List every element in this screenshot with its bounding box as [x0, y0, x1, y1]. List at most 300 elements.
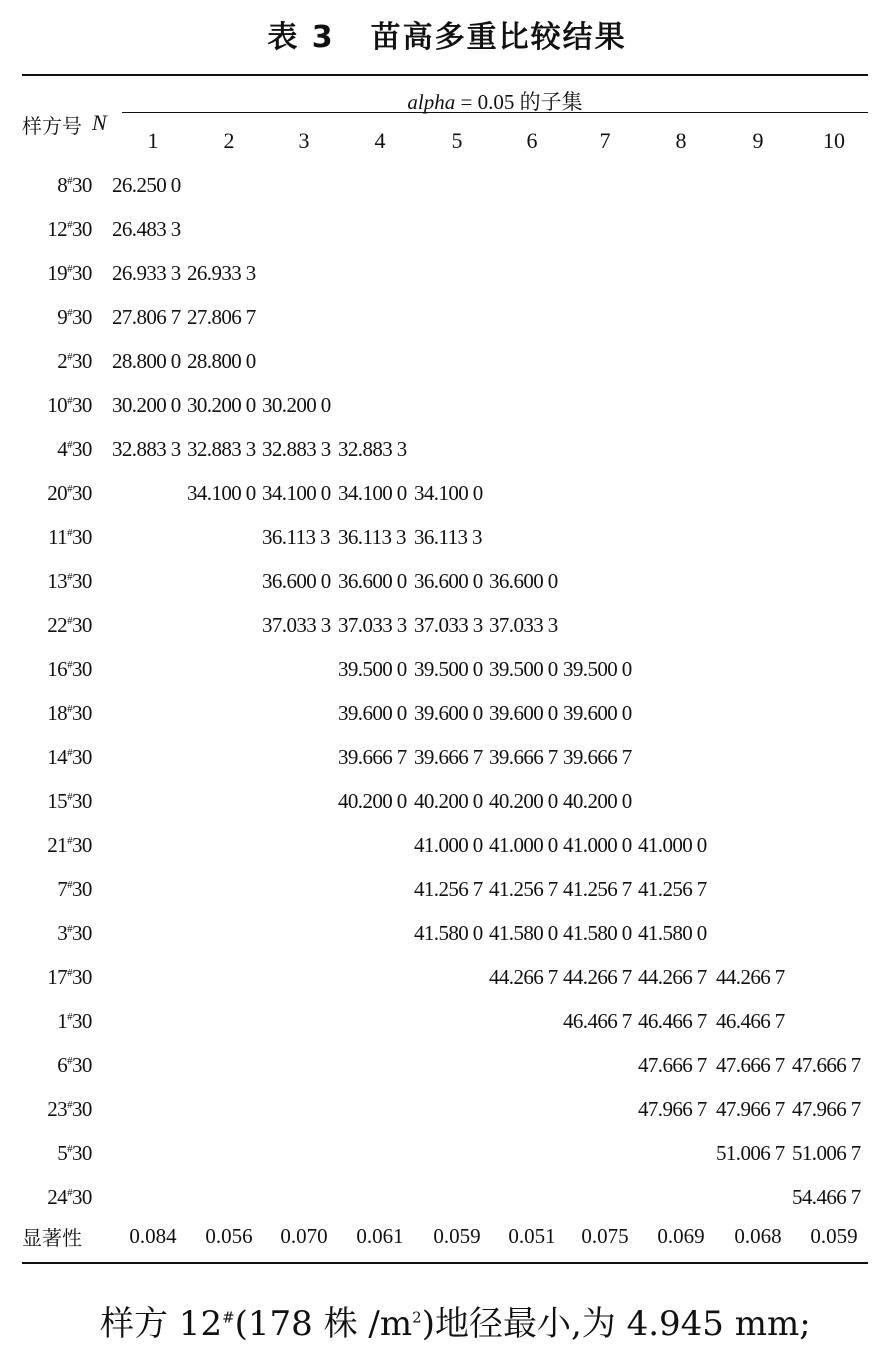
sample-sup: #: [67, 306, 72, 319]
subset-value: [112, 999, 187, 1043]
subset-value: [262, 867, 338, 911]
subset-value: [716, 559, 792, 603]
subset-value: 39.666 7: [563, 744, 632, 769]
subset-value: 41.000 0: [563, 832, 632, 857]
subset-value: [638, 1175, 716, 1219]
subset-value: [262, 911, 338, 955]
sample-id: [22, 383, 72, 427]
table-title: [0, 12, 894, 56]
subset-value: [187, 559, 262, 603]
subset-value: [338, 1175, 414, 1219]
table-row: [22, 251, 863, 295]
sample-id: [22, 207, 72, 251]
subset-value: [187, 515, 262, 559]
sample-sup: #: [67, 922, 72, 935]
subset-value: 36.113 3: [338, 524, 406, 549]
subset-value: [489, 1087, 563, 1131]
sample-id: [22, 251, 72, 295]
subset-value: [187, 823, 262, 867]
subset-value: [716, 867, 792, 911]
subset-value: 41.000 0: [638, 832, 707, 857]
subset-value: 27.806 7: [112, 304, 181, 329]
subset-value: [792, 383, 863, 427]
subset-value: [563, 471, 638, 515]
subset-value: [112, 823, 187, 867]
subset-value: [187, 999, 262, 1043]
subset-value: [338, 1087, 414, 1131]
subset-value: [414, 251, 489, 295]
subset-value: [414, 1043, 489, 1087]
subset-value: [792, 647, 863, 691]
significance-value: 0.068: [734, 1224, 782, 1248]
sample-sup: #: [67, 1142, 72, 1155]
sample-number: 15: [47, 788, 68, 813]
subset-value: [338, 823, 414, 867]
subset-value: [187, 1131, 262, 1175]
sample-number: 12: [47, 216, 68, 241]
sample-sup: #: [67, 570, 72, 583]
subset-value: [716, 911, 792, 955]
sample-sup: #: [67, 174, 72, 187]
subset-value: [716, 383, 792, 427]
sample-number: 21: [47, 832, 68, 857]
subset-value: [489, 1131, 563, 1175]
n-value: 30: [72, 920, 92, 945]
subset-value: [792, 339, 863, 383]
subset-value: [112, 559, 187, 603]
table-row: [22, 735, 863, 779]
table-row: [22, 1087, 863, 1131]
subset-column-9: 9: [752, 128, 764, 153]
subset-column-2: 2: [223, 128, 235, 153]
subset-value: 40.200 0: [489, 788, 558, 813]
sample-number: 8: [57, 172, 68, 197]
body-text-sup2: 2: [412, 1308, 422, 1327]
sample-id: [22, 691, 72, 735]
subset-value: [716, 691, 792, 735]
subset-value: [638, 163, 716, 207]
sample-sup: #: [67, 1010, 72, 1023]
subset-value: [563, 1087, 638, 1131]
subset-value: [563, 251, 638, 295]
subset-value: 32.883 3: [112, 436, 181, 461]
sample-sup: #: [67, 262, 72, 275]
subset-value: [792, 735, 863, 779]
subset-value: [414, 163, 489, 207]
subset-value: 41.000 0: [414, 832, 483, 857]
sample-sup: #: [67, 614, 72, 627]
subset-value: 28.800 0: [187, 348, 256, 373]
subset-value: [112, 867, 187, 911]
sample-number: 7: [57, 876, 68, 901]
sample-id: [22, 647, 72, 691]
sample-number: 18: [47, 700, 68, 725]
table-row: [22, 999, 863, 1043]
subset-value: [792, 559, 863, 603]
subset-value: [262, 823, 338, 867]
subset-value: [338, 999, 414, 1043]
subset-value: [792, 427, 863, 471]
subset-value: [262, 1131, 338, 1175]
subset-value: [414, 383, 489, 427]
subset-value: 30.200 0: [187, 392, 256, 417]
subset-value: [792, 207, 863, 251]
sample-sup: #: [67, 1098, 72, 1111]
subset-value: 46.466 7: [716, 1008, 785, 1033]
subset-value: [792, 823, 863, 867]
subset-value: [262, 1087, 338, 1131]
sample-number: 14: [47, 744, 68, 769]
subset-value: [414, 1175, 489, 1219]
subset-value: [563, 207, 638, 251]
sample-id: [22, 471, 72, 515]
significance-value: 0.061: [356, 1224, 404, 1248]
subset-value: 36.113 3: [262, 524, 330, 549]
subset-value: [262, 691, 338, 735]
subset-value: [716, 823, 792, 867]
significance-value: 0.070: [280, 1224, 328, 1248]
subset-value: 36.600 0: [338, 568, 407, 593]
n-value: 30: [72, 392, 92, 417]
subset-value: 37.033 3: [414, 612, 483, 637]
subset-value: [489, 339, 563, 383]
n-value: 30: [72, 1140, 92, 1165]
n-value: 30: [72, 260, 92, 285]
subset-value: [563, 427, 638, 471]
subset-value: 36.600 0: [414, 568, 483, 593]
sample-sup: #: [67, 702, 72, 715]
subset-value: [638, 691, 716, 735]
subset-value: 40.200 0: [414, 788, 483, 813]
subset-value: [638, 735, 716, 779]
n-value: 30: [72, 348, 92, 373]
subset-value: [638, 779, 716, 823]
alpha-subset-text: = 0.05 的子集: [455, 90, 583, 114]
body-text-pre: 样方 12: [100, 1304, 223, 1344]
subset-value: [414, 999, 489, 1043]
subset-value: [489, 163, 563, 207]
sample-number: 9: [57, 304, 68, 329]
subset-value: [563, 559, 638, 603]
table-row: [22, 295, 863, 339]
subset-value: 34.100 0: [262, 480, 331, 505]
subset-value: 54.466 7: [792, 1184, 861, 1209]
sample-number: 1: [57, 1008, 68, 1033]
significance-value: 0.051: [508, 1224, 556, 1248]
significance-value: 0.084: [129, 1224, 177, 1248]
body-text-mid: (178 株 /m: [234, 1304, 413, 1344]
significance-label: 显著性: [22, 1226, 82, 1250]
subset-value: [112, 955, 187, 999]
subset-column-4: 4: [374, 128, 386, 153]
subset-value: [262, 999, 338, 1043]
subset-value: [563, 295, 638, 339]
subset-value: [489, 515, 563, 559]
subset-value: [338, 911, 414, 955]
subset-value: 39.500 0: [414, 656, 483, 681]
subset-value: 39.666 7: [489, 744, 558, 769]
subset-value: [112, 735, 187, 779]
sample-id: [22, 559, 72, 603]
subset-value: [187, 163, 262, 207]
subset-value: [112, 471, 187, 515]
subset-column-7: 7: [599, 128, 611, 153]
sample-number: 5: [57, 1140, 68, 1165]
subset-value: 39.500 0: [489, 656, 558, 681]
sample-sup: #: [67, 394, 72, 407]
significance-value: 0.059: [433, 1224, 481, 1248]
subset-value: [716, 295, 792, 339]
subset-value: [489, 207, 563, 251]
body-text-post: )地径最小,为 4.945 mm;: [421, 1304, 811, 1344]
subset-value: [489, 1175, 563, 1219]
body-text-sup: #: [222, 1308, 235, 1327]
alpha-symbol: alpha: [407, 90, 456, 114]
subset-value: [716, 251, 792, 295]
significance-value: 0.056: [205, 1224, 253, 1248]
sample-sup: #: [67, 438, 72, 451]
subset-value: [112, 515, 187, 559]
subset-value: [716, 339, 792, 383]
subset-value: [563, 603, 638, 647]
subset-value: 32.883 3: [262, 436, 331, 461]
sample-sup: #: [67, 790, 72, 803]
subset-value: [187, 735, 262, 779]
subset-value: 47.966 7: [638, 1096, 707, 1121]
subset-value: 34.100 0: [414, 480, 483, 505]
subset-value: 39.500 0: [338, 656, 407, 681]
subset-value: [414, 339, 489, 383]
subset-value: [563, 1175, 638, 1219]
subset-column-1: 1: [147, 128, 159, 153]
subset-value: [792, 163, 863, 207]
table-row: [22, 207, 863, 251]
subset-value: 30.200 0: [112, 392, 181, 417]
subset-value: [792, 999, 863, 1043]
subset-value: [489, 383, 563, 427]
subset-value: [792, 471, 863, 515]
sample-id: [22, 427, 72, 471]
subset-value: [638, 383, 716, 427]
table-row: [22, 515, 863, 559]
subset-column-3: 3: [298, 128, 310, 153]
subset-value: [716, 735, 792, 779]
subset-value: [716, 647, 792, 691]
subset-value: 47.966 7: [716, 1096, 785, 1121]
n-value: 30: [72, 964, 92, 989]
subset-value: [489, 427, 563, 471]
subset-value: [187, 867, 262, 911]
sample-number: 19: [47, 260, 68, 285]
sample-number: 16: [47, 656, 68, 681]
sample-id: [22, 515, 72, 559]
sample-id: [22, 603, 72, 647]
subset-value: [638, 647, 716, 691]
n-value: 30: [72, 304, 92, 329]
subset-column-10: 10: [823, 128, 845, 153]
table-row: [22, 955, 863, 999]
subset-value: 39.666 7: [338, 744, 407, 769]
sample-id: [22, 1043, 72, 1087]
subset-value: [792, 515, 863, 559]
subset-value: [187, 207, 262, 251]
subset-value: [112, 647, 187, 691]
subset-value: [716, 427, 792, 471]
subset-value: [638, 251, 716, 295]
sample-sup: #: [67, 1054, 72, 1067]
table-row: [22, 1175, 863, 1219]
subset-value: [338, 251, 414, 295]
subset-value: [414, 1087, 489, 1131]
subset-value: [338, 207, 414, 251]
body-text-line: [100, 1296, 811, 1345]
subset-value: 26.933 3: [187, 260, 256, 285]
subset-value: [716, 163, 792, 207]
subset-value: [716, 779, 792, 823]
sample-number: 24: [47, 1184, 68, 1209]
subset-value: [563, 163, 638, 207]
subset-value: [792, 955, 863, 999]
subset-value: 36.600 0: [262, 568, 331, 593]
sample-id: [22, 163, 72, 207]
bottom-rule: [22, 1262, 868, 1264]
table-row: [22, 163, 863, 207]
n-column-header: N: [92, 110, 107, 135]
n-value: 30: [72, 1096, 92, 1121]
table-row: [22, 383, 863, 427]
subset-value: 26.933 3: [112, 260, 181, 285]
subset-value: 46.466 7: [563, 1008, 632, 1033]
subset-value: [262, 207, 338, 251]
table-row: [22, 559, 863, 603]
n-value: 30: [72, 700, 92, 725]
subset-value: 47.666 7: [638, 1052, 707, 1077]
subset-value: [338, 1043, 414, 1087]
subset-value: 41.256 7: [414, 876, 483, 901]
subset-value: [112, 1043, 187, 1087]
subset-column-5: 5: [451, 128, 463, 153]
subset-value: [489, 999, 563, 1043]
subset-value: [338, 295, 414, 339]
subset-value: [489, 251, 563, 295]
n-value: 30: [72, 436, 92, 461]
subset-value: 26.483 3: [112, 216, 181, 241]
table-row: [22, 1131, 863, 1175]
subset-value: [638, 515, 716, 559]
subset-value: [638, 471, 716, 515]
subset-value: [563, 383, 638, 427]
subset-value: 39.500 0: [563, 656, 632, 681]
subset-value: [187, 911, 262, 955]
sample-id: [22, 867, 72, 911]
subset-value: 41.256 7: [563, 876, 632, 901]
alpha-subset-header: [122, 86, 868, 116]
sample-id: [22, 823, 72, 867]
subset-value: [187, 1175, 262, 1219]
subset-value: [112, 1131, 187, 1175]
sample-id: [22, 911, 72, 955]
sample-sup: #: [67, 1186, 72, 1199]
sample-sup: #: [67, 746, 72, 759]
subset-value: 39.600 0: [563, 700, 632, 725]
sample-id: [22, 779, 72, 823]
subset-value: 39.666 7: [414, 744, 483, 769]
subset-value: 44.266 7: [489, 964, 558, 989]
subset-value: 41.580 0: [563, 920, 632, 945]
sample-sup: #: [67, 218, 72, 231]
subset-value: 39.600 0: [489, 700, 558, 725]
sample-number: 4: [57, 436, 68, 461]
sample-sup: #: [67, 350, 72, 363]
sample-sup: #: [67, 658, 72, 671]
table-row: [22, 911, 863, 955]
n-value: 30: [72, 1052, 92, 1077]
subset-value: [187, 691, 262, 735]
table-row: [22, 867, 863, 911]
n-value: 30: [72, 524, 92, 549]
sample-column-header: 样方号: [22, 114, 82, 138]
table-number: 表 3: [267, 20, 335, 55]
subset-value: [187, 1043, 262, 1087]
subset-value: [638, 1131, 716, 1175]
subset-value: [716, 515, 792, 559]
sample-number: 13: [47, 568, 68, 593]
table-row: [22, 603, 863, 647]
table-row: [22, 647, 863, 691]
n-value: 30: [72, 568, 92, 593]
significance-value: 0.059: [810, 1224, 858, 1248]
subset-value: 47.966 7: [792, 1096, 861, 1121]
subset-value: [262, 339, 338, 383]
subset-value: [338, 339, 414, 383]
subset-value: [338, 1131, 414, 1175]
subset-value: [638, 339, 716, 383]
subset-value: [638, 207, 716, 251]
subset-value: [262, 955, 338, 999]
n-value: 30: [72, 216, 92, 241]
sample-number: 11: [48, 524, 68, 549]
subset-value: 36.113 3: [414, 524, 482, 549]
table-row: [22, 339, 863, 383]
subset-value: 41.580 0: [414, 920, 483, 945]
subset-value: [262, 647, 338, 691]
subset-value: [262, 251, 338, 295]
subset-value: [716, 1175, 792, 1219]
n-value: 30: [72, 788, 92, 813]
sample-sup: #: [67, 482, 72, 495]
subset-value: [792, 911, 863, 955]
n-value: 30: [72, 1008, 92, 1033]
sample-number: 20: [47, 480, 68, 505]
subset-value: 51.006 7: [792, 1140, 861, 1165]
subset-value: 51.006 7: [716, 1140, 785, 1165]
subset-value: [112, 1175, 187, 1219]
top-rule: [22, 74, 868, 76]
subset-value: [262, 779, 338, 823]
subset-value: [338, 163, 414, 207]
subset-value: [563, 1043, 638, 1087]
sample-sup: #: [67, 878, 72, 891]
subset-value: [414, 207, 489, 251]
subset-value: 41.256 7: [489, 876, 558, 901]
sample-id: [22, 1175, 72, 1219]
subset-value: 32.883 3: [187, 436, 256, 461]
table-title-text: 苗高多重比较结果: [370, 20, 627, 55]
sample-id: [22, 955, 72, 999]
subset-value: [489, 295, 563, 339]
subset-value: [792, 603, 863, 647]
subset-value: 44.266 7: [638, 964, 707, 989]
